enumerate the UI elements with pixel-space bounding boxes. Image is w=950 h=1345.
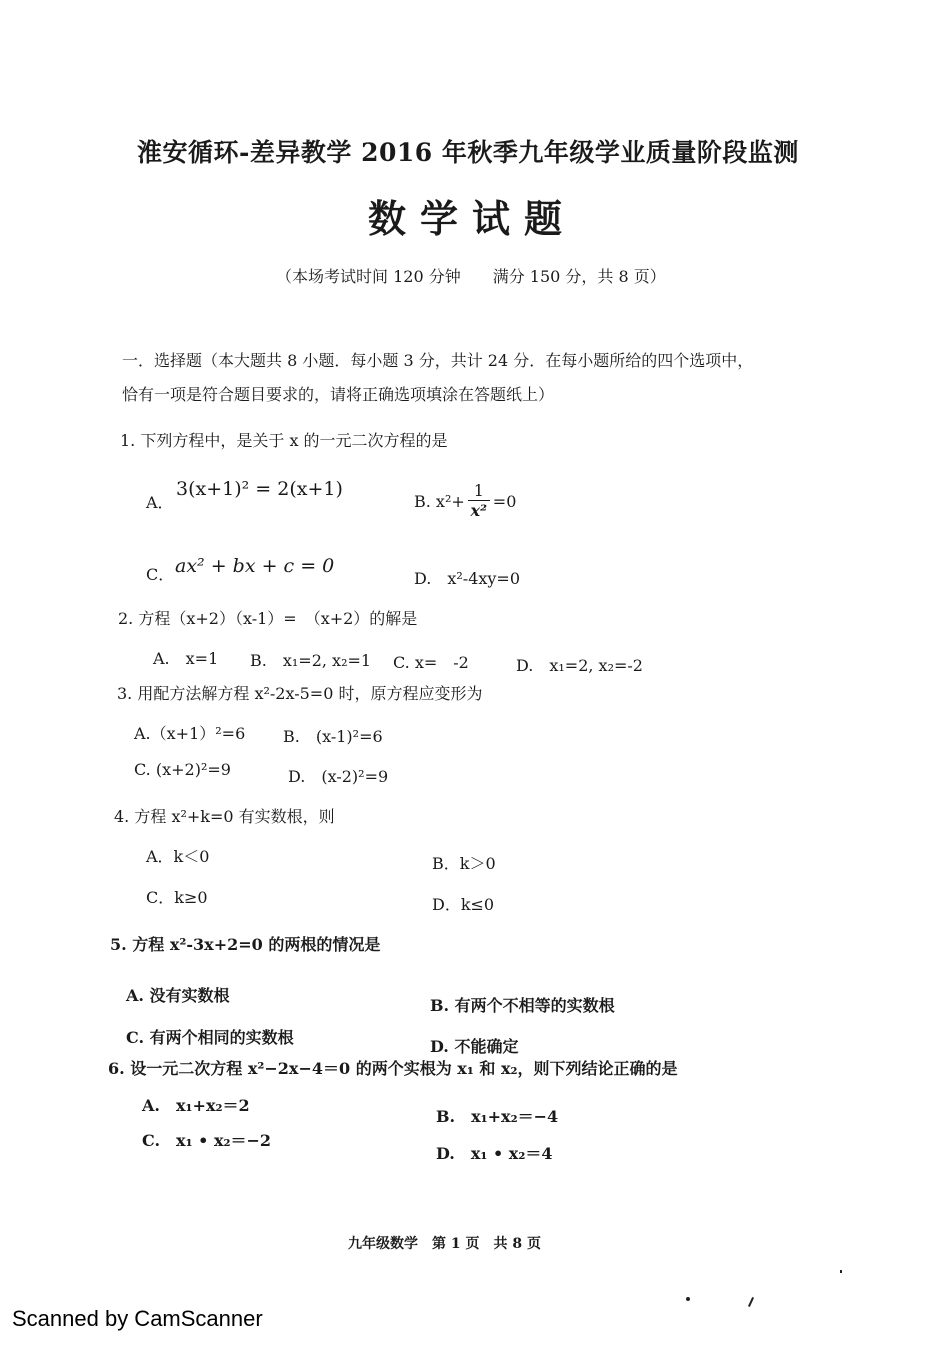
scan-speck: [840, 1270, 842, 1273]
q1-option-b-tail: =0: [492, 492, 517, 511]
q2-option-a: A. x=1: [153, 649, 219, 668]
q4-option-a: A．k＜0: [146, 847, 210, 866]
page-footer: 九年级数学 第 1 页 共 8 页: [348, 1236, 541, 1252]
section-instructions-line2: 恰有一项是符合题目要求的，请将正确选项填涂在答题纸上）: [122, 385, 555, 404]
subject-title: 数学试题: [368, 196, 577, 241]
q1-option-d: D. x²-4xy=0: [414, 569, 521, 588]
q1-option-b-fraction: [468, 482, 490, 521]
q3-option-a: A.（x+1）²=6: [134, 724, 246, 743]
exam-title: 淮安循环-差异教学 2016 年秋季九年级学业质量阶段监测: [137, 138, 799, 167]
q6-option-b: B. x₁+x₂＝−4: [436, 1107, 559, 1126]
camscanner-watermark: Scanned by CamScanner: [8, 1306, 267, 1332]
q2-option-d: D. x₁=2, x₂=-2: [516, 656, 643, 675]
q1-option-c-formula: ax² + bx + c = 0: [175, 555, 335, 577]
q1-option-c-label: C．: [146, 565, 175, 584]
q4-option-b: B．k＞0: [432, 854, 496, 873]
section-instructions-line1: 一．选择题（本大题共 8 小题．每小题 3 分，共计 24 分．在每小题所给的四个选项中，: [122, 351, 754, 370]
q6-option-a: A. x₁+x₂＝2: [142, 1096, 250, 1115]
q1-option-b: [414, 482, 516, 521]
exam-info: （本场考试时间 120 分钟 满分 150 分，共 8 页）: [276, 267, 666, 286]
q2-option-c: C. x= -2: [393, 653, 469, 672]
q3-option-c: C. (x+2)²=9: [134, 760, 231, 779]
q4-option-c: C．k≥0: [146, 888, 208, 907]
q6-option-d: D. x₁ • x₂＝4: [436, 1144, 553, 1163]
q5-option-c: C. 有两个相同的实数根: [126, 1028, 294, 1047]
question-6-stem: 6. 设一元二次方程 x²−2x−4＝0 的两个实根为 x₁ 和 x₂，则下列结论正确的是: [108, 1059, 678, 1078]
question-5-stem: 5. 方程 x²-3x+2=0 的两根的情况是: [110, 935, 381, 954]
question-1-stem: 1. 下列方程中，是关于 x 的一元二次方程的是: [120, 431, 448, 450]
q3-option-d: D. (x-2)²=9: [288, 767, 389, 786]
question-3-stem: 3. 用配方法解方程 x²-2x-5=0 时，原方程应变形为: [117, 684, 483, 703]
q1-option-b-numerator: 1: [473, 481, 484, 500]
q3-option-b: B. (x-1)²=6: [283, 727, 383, 746]
q1-option-a-formula: 3(x+1)² = 2(x+1): [176, 478, 343, 500]
q5-option-a: A. 没有实数根: [126, 986, 230, 1005]
q4-option-d: D．k≤0: [432, 895, 495, 914]
scan-speck: [686, 1297, 690, 1301]
q1-option-b-denominator: x²: [470, 501, 488, 520]
q5-option-b: B. 有两个不相等的实数根: [430, 996, 615, 1015]
q5-option-d: D. 不能确定: [430, 1037, 519, 1056]
q1-option-a-label: A．: [146, 493, 174, 512]
question-4-stem: 4. 方程 x²+k=0 有实数根，则: [114, 807, 335, 826]
q1-option-b-label: B. x²+: [414, 492, 465, 511]
question-2-stem: 2. 方程（x+2）（x-1）= （x+2）的解是: [118, 609, 418, 628]
q2-option-b: B. x₁=2, x₂=1: [250, 651, 372, 670]
q6-option-c: C. x₁ • x₂＝−2: [142, 1131, 272, 1150]
scan-speck: [748, 1297, 754, 1307]
